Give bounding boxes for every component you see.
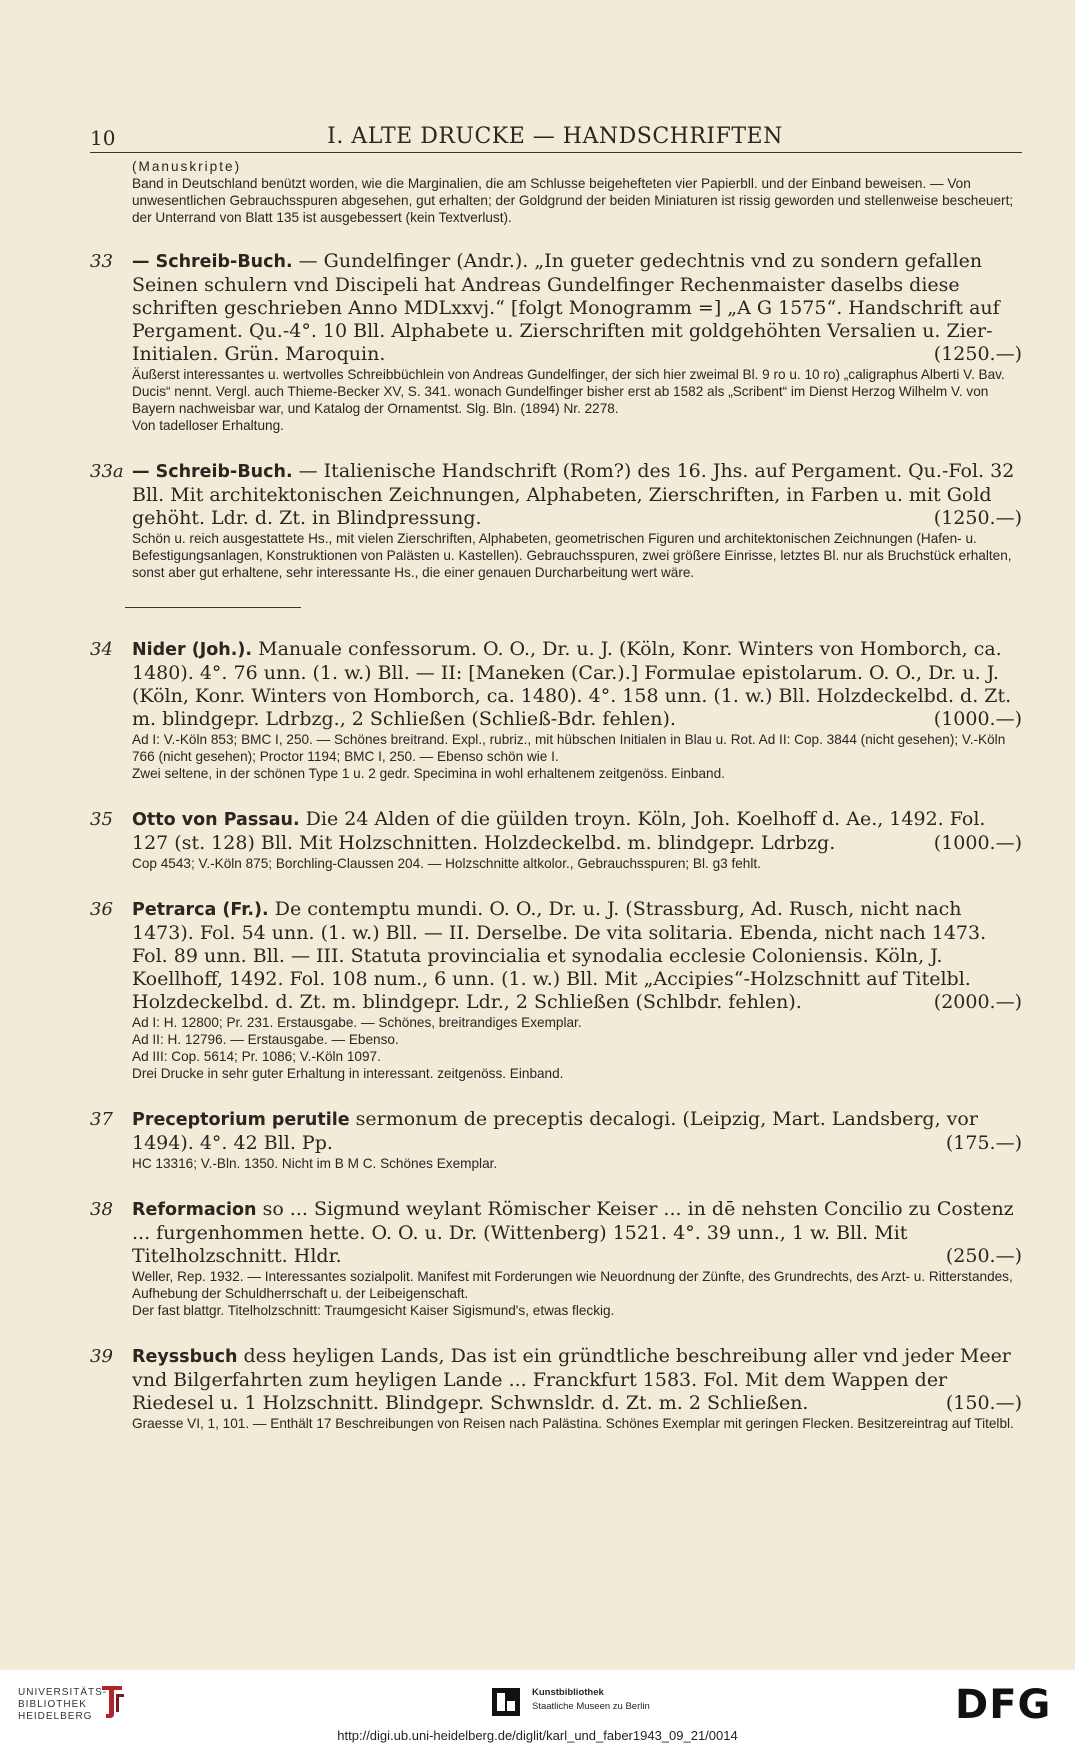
entry-number: 38 xyxy=(90,1199,113,1220)
dfg-logo: DFG xyxy=(955,1682,1052,1728)
entry-text: — Italienische Handschrift (Rom?) des 16. Jhs. auf Pergament. Qu.-Fol. 32 Bll. Mit architektonischen Zeichnungen, Alphabeten, Zierschriften, in Farben u. mit Gold gehöht. Ldr. d. Zt. in Blindpressung. xyxy=(132,460,1015,529)
university-library-label xyxy=(18,1687,107,1723)
university-logo-icon xyxy=(98,1684,126,1720)
entry-text: Die 24 Alden of die güilden troyn. Köln, Joh. Koelhoff d. Ae., 1492. Fol. 127 (st. 128) Bll. Mit Holzschnitten. Holzdeckelbd. m. blindgepr. Ldrbzg. xyxy=(132,808,986,854)
catalog-entry xyxy=(90,898,1022,1082)
entry-note: Graesse VI, 1, 101. — Enthält 17 Beschreibungen von Reisen nach Palästina. Schönes Exemplar mit geringen Flecken. Besitzereintrag auf Titelbl. xyxy=(132,1416,1014,1431)
footer-bar xyxy=(0,1670,1075,1747)
entry-price: (1000.—) xyxy=(933,708,1022,730)
entry-text: — Gundelfinger (Andr.). „In gueter gedechtnis vnd zu sondern gefallen Seinen schulern vnd Discipeli hat Andreas Gundelfinger Rechenmaister daselbs diese schriften geschrieben Anno MDLxxvj.“ [folgt Monogramm =] „A G 1575“. Handschrift auf Pergament. Qu.-4°. 10 Bll. Alphabete u. Zierschriften mit goldgehöhten Versalien u. Zier-Initialen. Grün. Maroquin. xyxy=(132,250,1000,365)
catalog-entry xyxy=(90,460,1022,581)
entry-body xyxy=(90,1108,1022,1155)
entry-number: 39 xyxy=(90,1346,113,1367)
entry-number: 35 xyxy=(90,809,113,830)
intro-text: Band in Deutschland benützt worden, wie die Marginalien, die am Schlusse beigehefteten vier Papierbll. und der Einband beweisen. — Von unwesentlichen Gebrauchsspuren abgesehen, gut erhalten; der Goldgrund der beiden Miniaturen ist rissig geworden und stellenweise bescheuert; der Unterrand von Blatt 135 ist ausgebessert (kein Textverlust). xyxy=(132,176,1014,225)
catalog-entry xyxy=(90,250,1022,434)
entry-price: (2000.—) xyxy=(933,991,1022,1013)
entry-name: Preceptorium perutile xyxy=(132,1110,350,1130)
kunstbibliothek-mark-icon xyxy=(492,1688,520,1716)
university-line: BIBLIOTHEK xyxy=(18,1699,87,1710)
entry-price: (250.—) xyxy=(945,1245,1022,1267)
entry-note: Ad I: V.-Köln 853; BMC I, 250. — Schönes breitrand. Expl., rubriz., mit hübschen Initialen in Blau u. Rot. Ad II: Cop. 3844 (nicht gesehen); V.-Köln 766 (nicht gesehen); Proctor 1194; BMC I, 250. — Ebenso schön wie I. xyxy=(132,732,1006,764)
entry-note: Äußerst interessantes u. wertvolles Schreibbüchlein von Andreas Gundelfinger, der sich hier zweimal Bl. 9 ro u. 10 ro) „caligraphus Alberti V. Bav. Ducis“ nennt. Vergl. auch Thieme-Becker XV, S. 341. wonach Gundelfinger bisher erst ab 1582 als „Scribent“ im Dienst Herzog Wilhelm V. von Bayern nachweisbar war, und Katalog der Ornamentst. Slg. Bln. (1894) Nr. 2278. xyxy=(132,367,1005,416)
entry-price: (175.—) xyxy=(945,1132,1022,1154)
entry-name: Otto von Passau. xyxy=(132,810,300,830)
section-divider xyxy=(125,607,301,608)
entry-number: 37 xyxy=(90,1109,113,1130)
header-rule xyxy=(90,152,1022,153)
entry-name: — Schreib-Buch. xyxy=(132,252,293,272)
entry-name: Nider (Joh.). xyxy=(132,640,253,660)
entry-note: Cop 4543; V.-Köln 875; Borchling-Claussen 204. — Holzschnitte altkolor., Gebrauchsspuren; Bl. g3 fehlt. xyxy=(132,856,761,871)
entry-text: dess heyligen Lands, Das ist ein gründtliche beschreibung aller vnd jeder Meer vnd Bilgerfahrten zum heyligen Lande ... Franckfurt 1583. Fol. Mit dem Wappen der Riedesel u. 1 Holzschnitt. Blindgepr. Schwnsldr. d. Zt. m. 2 Schließen. xyxy=(132,1345,1011,1414)
entry-price: (150.—) xyxy=(945,1392,1022,1414)
catalog-entry xyxy=(90,808,1022,872)
entry-text: so ... Sigmund weylant Römischer Keiser ... in dē nehsten Concilio zu Costenz ... furgenhommen hette. O. O. u. Dr. (Wittenberg) 1521. 4°. 39 unn., 1 w. Bll. Mit Titelholzschnitt. Hldr. xyxy=(132,1198,1014,1267)
catalog-entry xyxy=(90,1108,1022,1172)
entry-note: Ad I: H. 12800; Pr. 231. Erstausgabe. — Schönes, breitrandiges Exemplar. xyxy=(132,1015,582,1030)
kunstbibliothek-name: Kunstbibliothek xyxy=(532,1687,604,1698)
entry-price: (1250.—) xyxy=(933,343,1022,365)
entry-body xyxy=(90,1345,1022,1415)
entry-note: Zwei seltene, in der schönen Type 1 u. 2 gedr. Specimina in wohl erhaltenem zeitgenöss. Einband. xyxy=(132,766,725,781)
entry-price: (1000.—) xyxy=(933,832,1022,854)
entry-name: — Schreib-Buch. xyxy=(132,462,293,482)
entry-price: (1250.—) xyxy=(933,507,1022,529)
entry-note: Schön u. reich ausgestattete Hs., mit vielen Zierschriften, Alphabeten, geometrischen Figuren und architektonischen Zeichnungen (Hafen- u. Befestigungsanlagen, Konstruktionen von Palästen u. Kastellen). Gebrauchsspuren, zwei größere Einrisse, letztes Bl. nur als Bruchstück erhalten, sonst aber gut erhaltene, sehr interessante Hs., die einer genauen Durcharbeitung wert wäre. xyxy=(132,531,1012,580)
entry-body xyxy=(90,898,1022,1014)
entry-name: Reyssbuch xyxy=(132,1347,238,1367)
entry-name: Petrarca (Fr.). xyxy=(132,900,269,920)
entry-name: Reformacion xyxy=(132,1200,257,1220)
entry-number: 34 xyxy=(90,639,113,660)
entry-note: Ad III: Cop. 5614; Pr. 1086; V.-Köln 1097. xyxy=(132,1049,381,1064)
entry-body xyxy=(90,1198,1022,1268)
catalog-entry xyxy=(90,638,1022,782)
entry-text: sermonum de preceptis decalogi. (Leipzig, Mart. Landsberg, vor 1494). 4°. 42 Bll. Pp. xyxy=(132,1108,978,1154)
entry-body xyxy=(90,808,1022,855)
catalog-content xyxy=(90,158,1022,1458)
source-url[interactable]: http://digi.ub.uni-heidelberg.de/diglit/karl_und_faber1943_09_21/0014 xyxy=(337,1728,738,1743)
entry-note: HC 13316; V.-Bln. 1350. Nicht im B M C. Schönes Exemplar. xyxy=(132,1156,498,1171)
entry-text: De contemptu mundi. O. O., Dr. u. J. (Strassburg, Ad. Rusch, nicht nach 1473). Fol. 54 unn. (1. w.) Bll. — II. Derselbe. De vita solitaria. Ebenda, nicht nach 1473. Fol. 89 unn. Bll. — III. Statuta provincialia et synodalia ecclesie Coloniensis. Köln, J. Koellhoff, 1492. Fol. 108 num., 6 unn. (1. w.) Bll. Mit „Accipies“-Holzschnitt auf Titelbl. Holzdeckelbd. d. Zt. m. blindgepr. Ldr., 2 Schließen (Schlbdr. fehlen). xyxy=(132,898,987,1013)
page-title: I. ALTE DRUCKE — HANDSCHRIFTEN xyxy=(327,124,783,149)
entry-note: Drei Drucke in sehr guter Erhaltung in interessant. zeitgenöss. Einband. xyxy=(132,1066,564,1081)
entry-body xyxy=(90,250,1022,366)
entry-number: 33 xyxy=(90,251,113,272)
university-line: HEIDELBERG xyxy=(18,1711,93,1722)
entry-number: 33a xyxy=(90,461,124,482)
entry-text: Manuale confessorum. O. O., Dr. u. J. (Köln, Konr. Winters von Homborch, ca. 1480). 4°. 76 unn. (1. w.) Bll. — II: [Maneken (Car.).] Formulae epistolarum. O. O., Dr. u. J. (Köln, Konr. Winters von Homborch, ca. 1480). 4°. 158 unn. (1. w.) Bll. Holzdeckelbd. d. Zt. m. blindgepr. Ldrbzg., 2 Schließen (Schließ-Bdr. fehlen). xyxy=(132,638,1012,730)
university-line: UNIVERSITÄTS- xyxy=(18,1687,108,1698)
entry-note: Von tadelloser Erhaltung. xyxy=(132,418,284,433)
catalog-entry xyxy=(90,1345,1022,1432)
intro-label: (Manuskripte) xyxy=(132,159,242,174)
entry-body xyxy=(90,460,1022,530)
entry-note: Weller, Rep. 1932. — Interessantes sozialpolit. Manifest mit Forderungen wie Neuordnung der Zünfte, des Grundrechts, des Arzt- u. Ritterstandes, Aufhebung der Schuldherrschaft u. der Leibeigenschaft. xyxy=(132,1269,1013,1301)
page-number: 10 xyxy=(90,126,116,150)
kunstbibliothek-subtitle: Staatliche Museen zu Berlin xyxy=(532,1701,650,1712)
entry-body xyxy=(90,638,1022,731)
entry-note: Der fast blattgr. Titelholzschnitt: Traumgesicht Kaiser Sigismund's, etwas fleckig. xyxy=(132,1303,615,1318)
entry-number: 36 xyxy=(90,899,113,920)
entry-note: Ad II: H. 12796. — Erstausgabe. — Ebenso. xyxy=(132,1032,399,1047)
catalog-entry xyxy=(90,1198,1022,1319)
page-header xyxy=(90,124,1020,152)
